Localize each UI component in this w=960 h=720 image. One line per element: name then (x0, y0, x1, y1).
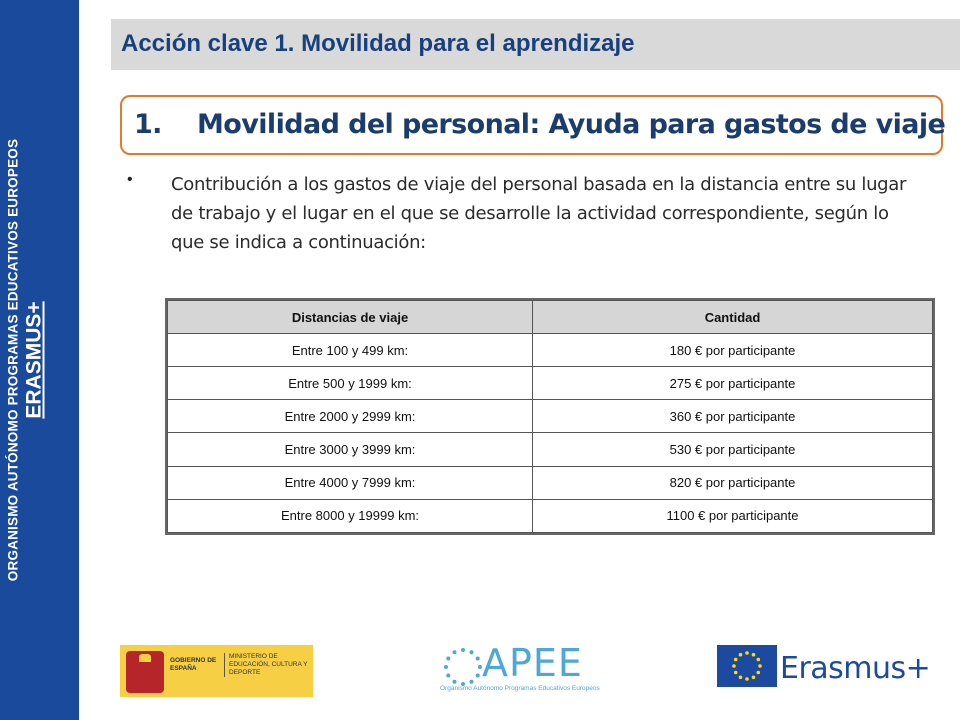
spain-gob-label: GOBIERNO DE ESPAÑA (170, 657, 217, 672)
apee-logo (440, 641, 620, 697)
spain-government-logo (120, 645, 313, 697)
amount-cell: 360 € por participante (533, 400, 933, 433)
table-row (168, 466, 933, 499)
sidebar-org-name: ORGANISMO AUTÓNOMO PROGRAMAS EDUCATIVOS EUROPEOS (5, 138, 21, 582)
distance-cell: Entre 2000 y 2999 km: (168, 400, 533, 433)
sidebar-brand: ERASMUS+ (22, 301, 46, 419)
sidebar-banner (0, 0, 79, 720)
distance-cell: Entre 500 y 1999 km: (168, 367, 533, 400)
column-header-amount: Cantidad (533, 301, 933, 334)
table-row (168, 433, 933, 466)
section-heading: 1. Movilidad del personal: Ayuda para gastos de viaje (134, 109, 946, 140)
section-heading-box (120, 95, 946, 155)
distance-cell: Entre 100 y 499 km: (168, 334, 533, 367)
apee-wordmark: APEE (482, 641, 583, 685)
erasmus-wordmark: Erasmus+ (780, 651, 931, 686)
column-header-distance: Distancias de viaje (168, 301, 533, 334)
table-header-row (168, 301, 933, 334)
sidebar-text-block (1, 0, 80, 720)
spain-ministry-label: MINISTERIO DE EDUCACIÓN, CULTURA Y DEPORTE (224, 653, 310, 677)
travel-cost-table (165, 298, 935, 535)
amount-cell: 180 € por participante (533, 334, 933, 367)
eu-flag-icon (717, 645, 777, 687)
amount-cell: 1100 € por participante (533, 499, 933, 532)
bullet-text: Contribución a los gastos de viaje del personal basada en la distancia entre su lugar de trabajo y el lugar en el que se desarrolle la actividad correspondiente, según lo que se indica a continuación: (171, 174, 907, 253)
table-row (168, 334, 933, 367)
coat-of-arms-icon (126, 651, 164, 693)
distance-cell: Entre 3000 y 3999 km: (168, 433, 533, 466)
header-bar (111, 19, 960, 70)
distance-cell: Entre 8000 y 19999 km: (168, 499, 533, 532)
distance-cell: Entre 4000 y 7999 km: (168, 466, 533, 499)
apee-star-ring-icon (443, 647, 483, 687)
crown-icon (139, 654, 151, 662)
table-row (168, 499, 933, 532)
amount-cell: 820 € por participante (533, 466, 933, 499)
table-row (168, 367, 933, 400)
apee-subtitle: Organismo Autónomo Programas Educativos Europeos (440, 685, 600, 692)
bullet-icon: • (127, 171, 133, 188)
eu-stars-icon (717, 645, 777, 687)
page-title: Acción clave 1. Movilidad para el aprendizaje (121, 30, 635, 57)
amount-cell: 275 € por participante (533, 367, 933, 400)
amount-cell: 530 € por participante (533, 433, 933, 466)
table-row (168, 400, 933, 433)
